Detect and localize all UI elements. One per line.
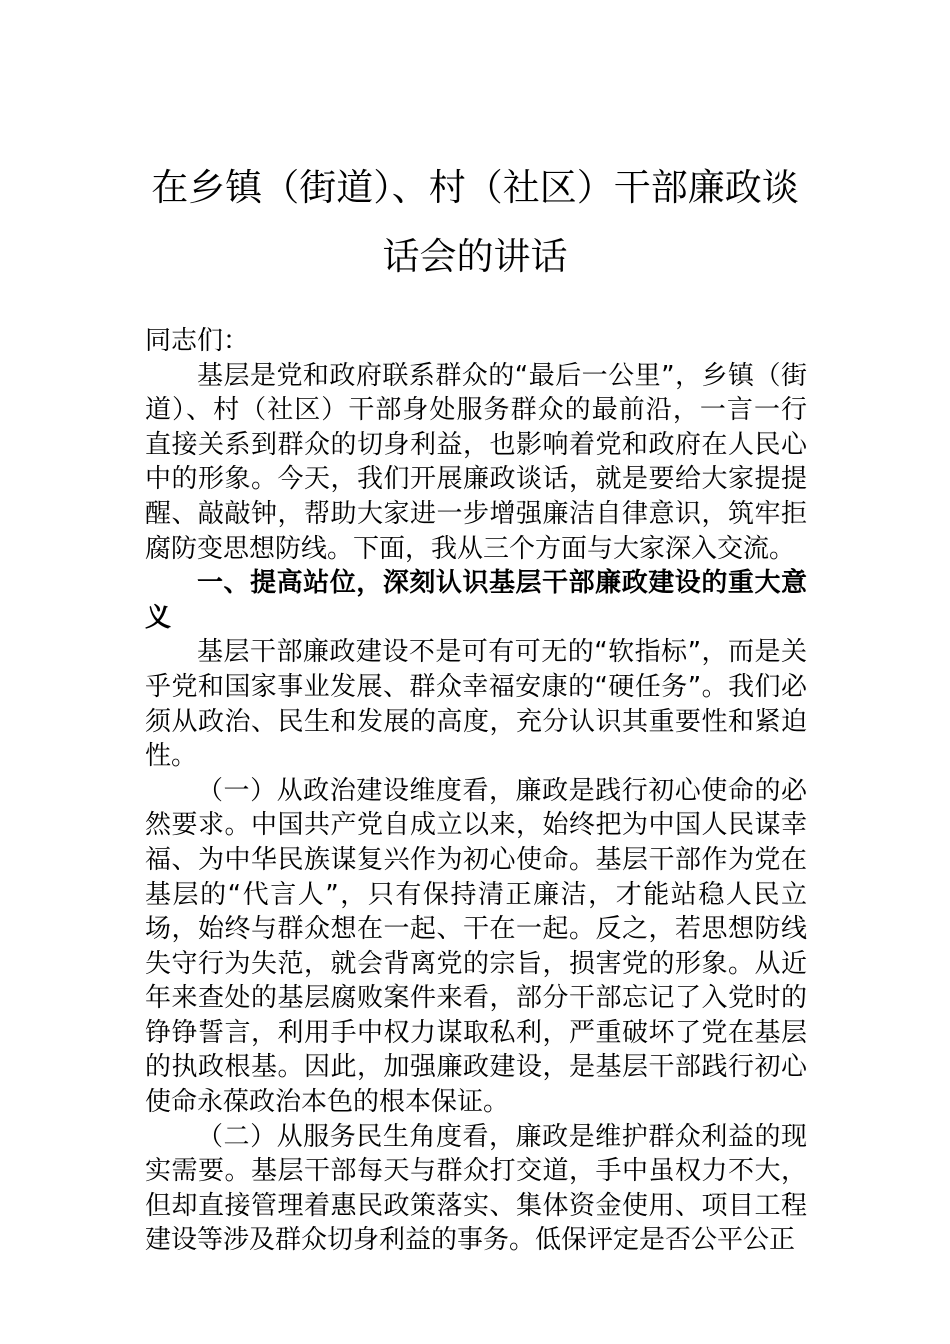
document-body — [145, 324, 807, 1258]
paragraph-subsection-2: （二）从服务民生角度看，廉政是维护群众利益的现实需要。基层干部每天与群众打交道，手中虽权力不大，但却直接管理着惠民政策落实、集体资金使用、项目工程建设等涉及群众切身利益的事务。低保评定是否公平公正 — [145, 1121, 807, 1256]
paragraph-section-1-intro: 基层干部廉政建设不是可有可无的“软指标”，而是关乎党和国家事业发展、群众幸福安康的“硬任务”。我们必须从政治、民生和发展的高度，充分认识其重要性和紧迫性。 — [145, 637, 807, 772]
paragraph-intro: 基层是党和政府联系群众的“最后一公里”，乡镇（街道）、村（社区）干部身处服务群众的最前沿，一言一行直接关系到群众的切身利益，也影响着党和政府在人民心中的形象。今天，我们开展廉政谈话，就是要给大家提提醒、敲敲钟，帮助大家进一步增强廉洁自律意识，筑牢拒腐防变思想防线。下面，我从三个方面与大家深入交流。 — [145, 360, 807, 564]
section-heading-1: 一、提高站位，深刻认识基层干部廉政建设的重大意义 — [145, 568, 807, 633]
paragraph-subsection-1: （一）从政治建设维度看，廉政是践行初心使命的必然要求。中国共产党自成立以来，始终把为中国人民谋幸福、为中华民族谋复兴作为初心使命。基层干部作为党在基层的“代言人”，只有保持清正廉洁，才能站稳人民立场，始终与群众想在一起、干在一起。反之，若思想防线失守行为失范，就会背离党的宗旨，损害党的形象。从近年来查处的基层腐败案件来看，部分干部忘记了入党时的铮铮誓言，利用手中权力谋取私利，严重破坏了党在基层的执政根基。因此，加强廉政建设，是基层干部践行初心使命永葆政治本色的根本保证。 — [145, 775, 807, 1118]
salutation: 同志们： — [145, 326, 250, 356]
document-title-line-2: 话会的讲话 — [382, 235, 568, 278]
document-title-line-1: 在乡镇（街道）、村（社区）干部廉政谈 — [151, 166, 799, 209]
